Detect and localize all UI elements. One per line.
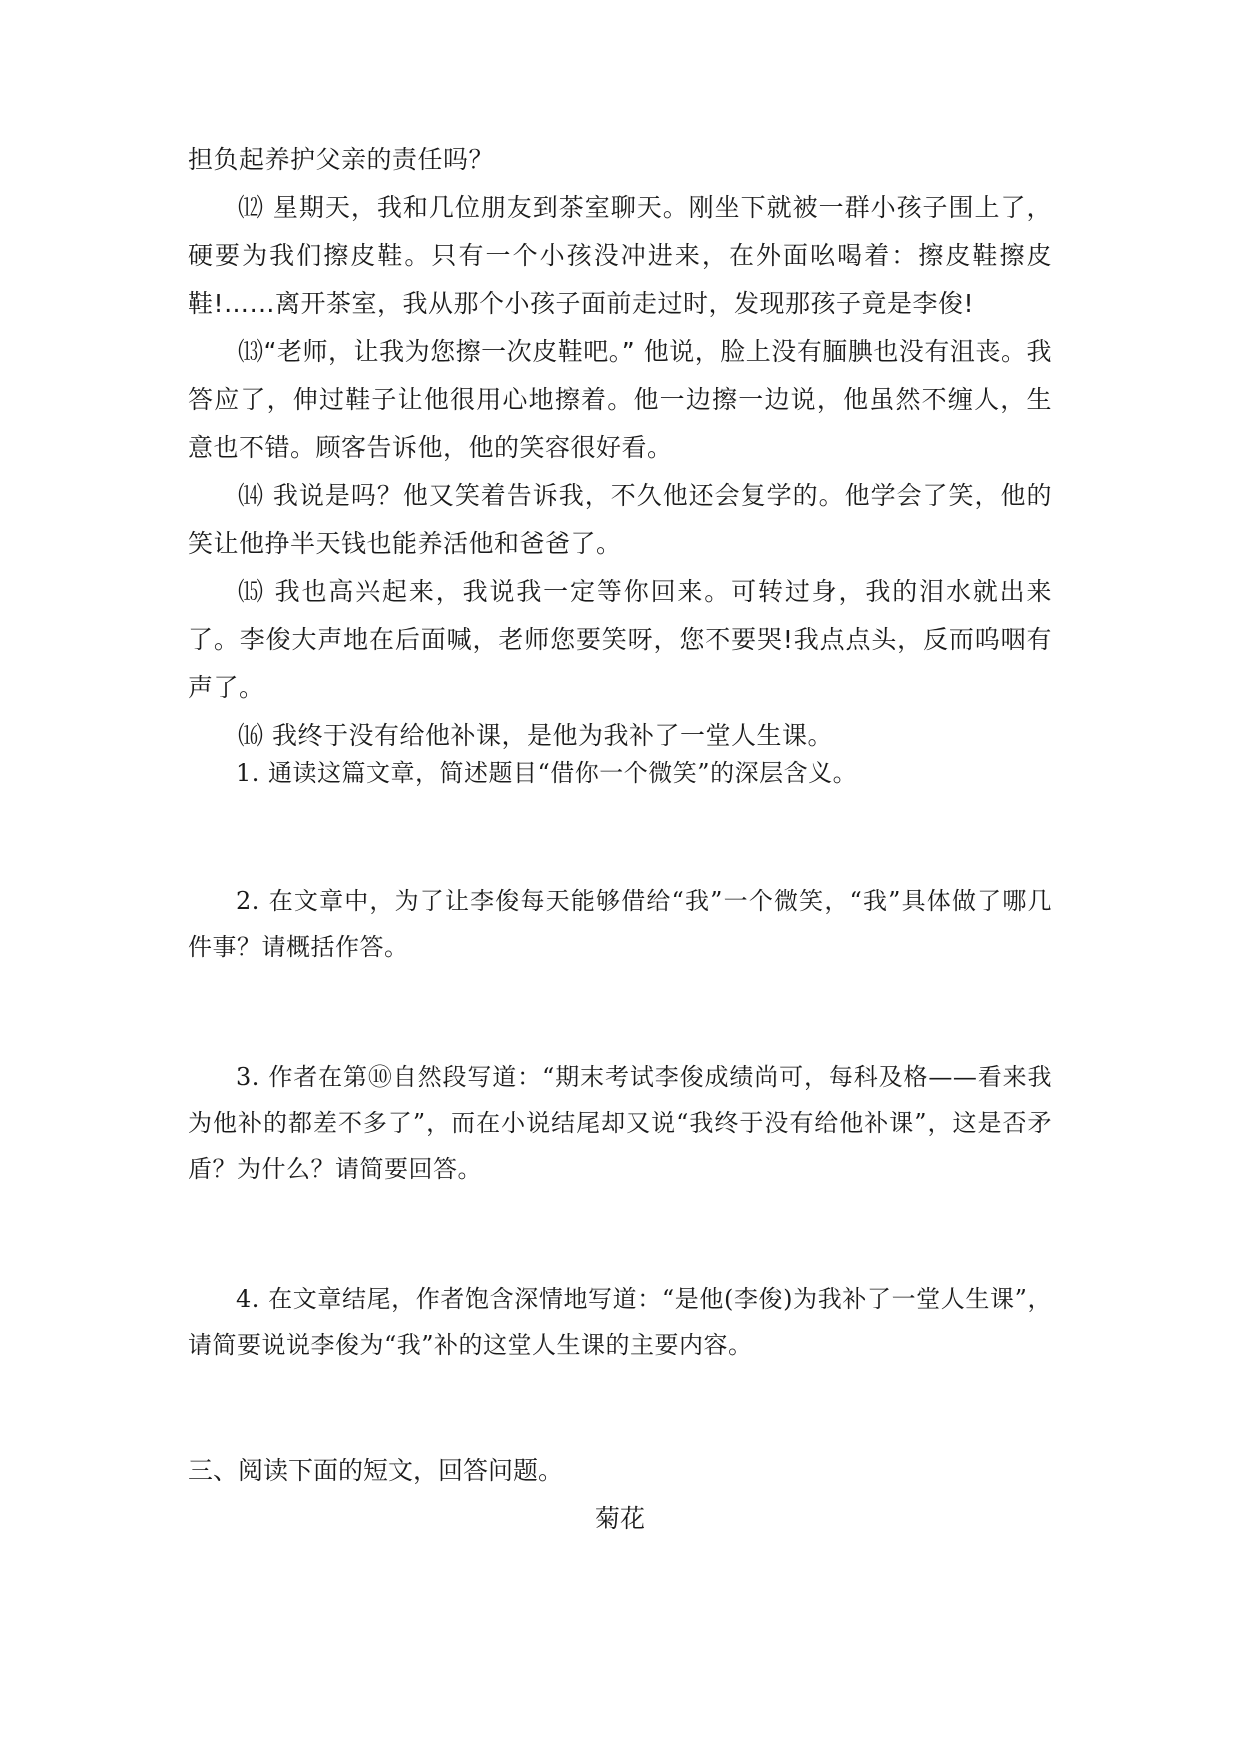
paragraph-16: ⒃ 我终于没有给他补课，是他为我补了一堂人生课。 — [238, 721, 833, 750]
section-3-heading: 三、阅读下面的短文，回答问题。 — [188, 1456, 564, 1485]
question-3 — [188, 1054, 1052, 1192]
question-1 — [188, 750, 1052, 796]
paragraph-13: ⒀“老师，让我为您擦一次皮鞋吧。” 他说，脸上没有腼腆也没有沮丧。我答应了，伸过鞋子让他很用心地擦着。他一边擦一边说，他虽然不缠人，生意也不错。顾客告诉他，他的笑容很好看。 — [188, 337, 1052, 462]
question-3-text: 3. 作者在第⑩自然段写道：“期末考试李俊成绩尚可，每科及格——看来我为他补的都差不多了”，而在小说结尾却又说“我终于没有给他补课”，这是否矛盾？为什么？请简要回答。 — [188, 1063, 1052, 1183]
passage-continuation: 担负起养护父亲的责任吗？ — [188, 145, 495, 174]
question-2 — [188, 878, 1052, 970]
passage-title: 菊花 — [594, 1504, 645, 1533]
paragraph-14: ⒁ 我说是吗？他又笑着告诉我，不久他还会复学的。他学会了笑，他的笑让他挣半天钱也能养活他和爸爸了。 — [188, 481, 1052, 558]
paragraph-15: ⒂ 我也高兴起来，我说我一定等你回来。可转过身，我的泪水就出来了。李俊大声地在后面喊，老师您要笑呀，您不要哭!我点点头，反而呜咽有声了。 — [188, 577, 1052, 702]
section-3-title-block — [188, 1496, 1052, 1542]
section-3-heading-block — [188, 1448, 1052, 1494]
question-4-text: 4. 在文章结尾，作者饱含深情地写道：“是他(李俊)为我补了一堂人生课”，请简要说说李俊为“我”补的这堂人生课的主要内容。 — [188, 1285, 1052, 1359]
paragraph-12: ⑿ 星期天，我和几位朋友到茶室聊天。刚坐下就被一群小孩子围上了，硬要为我们擦皮鞋。只有一个小孩没冲进来，在外面吆喝着：擦皮鞋擦皮鞋!……离开茶室，我从那个小孩子面前走过时，发现那孩子竟是李俊! — [188, 193, 1052, 318]
question-4 — [188, 1276, 1052, 1368]
question-1-text: 1. 通读这篇文章，简述题目“借你一个微笑”的深层含义。 — [236, 759, 858, 787]
passage-block — [188, 136, 1052, 760]
question-2-text: 2. 在文章中，为了让李俊每天能够借给“我”一个微笑，“我”具体做了哪几件事？请概括作答。 — [188, 887, 1052, 961]
